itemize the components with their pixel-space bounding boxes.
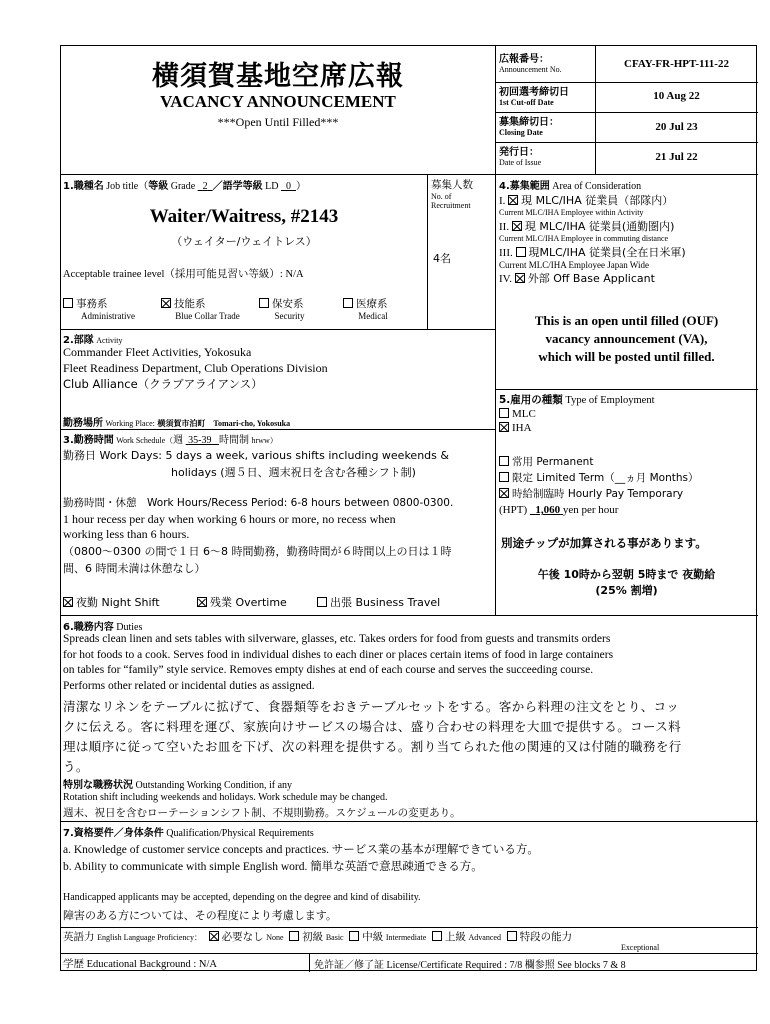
- limited-term: 限定 Limited Term（__ヵ月 Months）: [499, 470, 699, 485]
- education: 学歴 Educational Background : N/A: [63, 959, 217, 970]
- area-item-2-sub: Current MLC/IHA Employee in commuting distance: [499, 234, 669, 243]
- announcement-no-label: 広報番号： Announcement No.: [499, 54, 562, 74]
- open-note: ***Open Until Filled***: [217, 115, 339, 129]
- announcement-form: [60, 45, 757, 971]
- tip-note: 別途チップが加算される事があります。: [501, 536, 707, 550]
- night-shift: 夜勤 Night Shift: [63, 594, 160, 610]
- recruitment-count: 4名: [433, 252, 451, 265]
- checkbox-checked[interactable]: [197, 597, 207, 607]
- work-days-2: holidays (週５日、週末祝日を含む各種シフト制): [171, 466, 416, 479]
- work-days: 勤務日 Work Days: 5 days a week, various shifts including weekends &: [63, 449, 449, 462]
- block4-heading: 4.募集範囲 Area of Consideration: [499, 181, 642, 192]
- overtime: 残業 Overtime: [197, 594, 287, 610]
- area-item-3: III. 現MLC/IHA 従業員(全在日米軍): [499, 246, 686, 259]
- ouf-note: This is an open until filled (OUF) vacancy announcement (VA), which will be posted until filled.: [534, 313, 719, 364]
- checkbox-checked[interactable]: [515, 273, 525, 283]
- checkbox[interactable]: [499, 472, 509, 482]
- checkbox[interactable]: [499, 408, 509, 418]
- area-item-1-sub: Current MLC/IHA Employee within Activity: [499, 208, 644, 217]
- recess-1: 1 hour recess per day when working 6 hours or more, no recess when: [63, 512, 396, 526]
- recess-jp-2: 間、6 時間未満は休憩なし）: [63, 562, 206, 575]
- checkbox-checked[interactable]: [63, 597, 73, 607]
- night-pay: 午後 10時から翌朝 5時まで 夜勤給 (25% 割増): [537, 568, 716, 597]
- handicap-jp: 障害のある方については、その程度により考慮します。: [63, 909, 337, 922]
- area-item-1: I. 現 MLC/IHA 従業員（部隊内）: [499, 194, 674, 207]
- announcement-no: CFAY-FR-HPT-111-22: [624, 58, 729, 70]
- checkbox-checked[interactable]: [508, 195, 518, 205]
- category-row: [63, 296, 423, 326]
- issue-date: 21 Jul 22: [655, 151, 698, 163]
- block5-heading: 5.雇用の種類 Type of Employment: [499, 394, 655, 406]
- condition-jp: 週末、祝日を含むローテーションシフト制、不規則勤務。スケジュールの変更あり。: [63, 807, 461, 819]
- requirement-b: b. Ability to communicate with simple English word. 簡単な英語で意思疎通できる方。: [63, 861, 483, 873]
- license: 免許証／修了証 License/Certificate Required : 7/8 欄参照 See blocks 7 & 8: [314, 960, 626, 971]
- divider: [495, 46, 496, 174]
- hourly-temp: 時給制臨時 Hourly Pay Temporary: [499, 486, 683, 501]
- area-item-4: IV. 外部 Off Base Applicant: [499, 272, 655, 285]
- area-item-3-sub: Current MLC/IHA Employee Japan Wide: [499, 260, 649, 270]
- type-iha: IHA: [499, 422, 532, 434]
- divider: [427, 174, 428, 329]
- work-hours: 勤務時間・休憩 Work Hours/Recess Period: 6-8 hours between 0800-0300.: [63, 497, 454, 509]
- checkbox[interactable]: [289, 931, 299, 941]
- divider: [495, 389, 758, 390]
- cutoff-date: 10 Aug 22: [653, 90, 700, 102]
- trainee-level: Acceptable trainee level（採用可能見習い等級）: N/A: [63, 269, 304, 280]
- checkbox[interactable]: [516, 247, 526, 257]
- requirement-a: a. Knowledge of customer service concepts and practices. サービス業の基本が理解できている方。: [63, 844, 539, 856]
- checkbox[interactable]: [507, 931, 517, 941]
- area-item-2: II. 現 MLC/IHA 従業員(通勤圏内): [499, 220, 675, 233]
- divider: [61, 927, 758, 928]
- closing-date: 20 Jul 23: [655, 121, 698, 133]
- title-en: VACANCY ANNOUNCEMENT: [160, 92, 396, 111]
- closing-label: 募集締切日： Closing Date: [499, 117, 559, 137]
- checkbox-checked[interactable]: [512, 221, 522, 231]
- checkbox[interactable]: [259, 298, 269, 308]
- block6-heading: 6.職務内容 Duties: [63, 622, 143, 633]
- handicap-en: Handicapped applicants may be accepted, depending on the degree and kind of disability.: [63, 892, 421, 903]
- duties-en: Spreads clean linen and sets tables with silverware, glasses, etc. Takes orders for food from guests and transmits orders for hot foods to a cook. Serves food in individual dishes to each diner or places certain items of food in large containers on tables for “family” style service. Removes empty dishes at end of each course and serves the succeeding course. Performs other related or incidental duties as assigned.: [63, 633, 614, 692]
- divider: [309, 953, 310, 972]
- checkbox[interactable]: [63, 298, 73, 308]
- job-title: Waiter/Waitress, #2143: [149, 206, 339, 227]
- checkbox-checked[interactable]: [161, 298, 171, 308]
- business-travel: 出張 Business Travel: [317, 594, 440, 610]
- divider: [61, 821, 758, 822]
- checkbox-checked[interactable]: [209, 931, 219, 941]
- checkbox[interactable]: [343, 298, 353, 308]
- checkbox-checked[interactable]: [499, 488, 509, 498]
- area-list: [499, 192, 757, 286]
- category-blue-collar: 技能系 Blue Collar Trade: [155, 296, 260, 321]
- divider: [495, 174, 496, 615]
- divider: [61, 953, 758, 954]
- divider: [61, 174, 758, 175]
- pay-rate: (HPT) 1,060 yen per hour: [499, 504, 619, 516]
- divider: [61, 429, 495, 430]
- permanent: 常用 Permanent: [499, 454, 593, 469]
- category-medical: 医療系 Medical: [333, 296, 413, 321]
- block3-heading: 3.勤務時間 Work Schedule（週 35-39 時間制 hrww）: [63, 435, 278, 446]
- recruitment-label: 募集人数 No. of Recruitment: [431, 179, 473, 210]
- condition-en: Rotation shift including weekends and holidays. Work schedule may be changed.: [63, 792, 388, 803]
- activity-lines: Commander Fleet Activities, Yokosuka Fleet Readiness Department, Club Operations Division Club Alliance（クラブアライアンス）: [63, 345, 328, 391]
- duties-jp: 清潔なリネンをテーブルに拡げて、食器類等をおきテーブルセットをする。客から料理の注文をとり、コッ クに伝える。客に料理を運び、家族向けサービスの場合は、盛り合わせの料理を大皿で提供する。コース料 理は順序に従って空いたお皿を下げ、次の料理を提供する。割り当てられた他の関連的又は付随的職務を行 う。: [63, 699, 682, 774]
- divider: [61, 615, 758, 616]
- working-place: 勤務場所 Working Place: 横須賀市泊町 Tomari-cho, Yokosuka: [63, 418, 291, 429]
- block2-heading: 2.部隊 Activity: [63, 335, 123, 346]
- exceptional-label: Exceptional: [621, 943, 660, 952]
- checkbox[interactable]: [432, 931, 442, 941]
- divider: [61, 329, 495, 330]
- job-title-jp: （ウェイター/ウェイトレス）: [171, 235, 317, 248]
- english-proficiency: 英語力 English Language Proficiency： 必要なし None 初級 Basic 中級 Intermediate 上級 Advanced 特段の能力: [63, 931, 573, 943]
- recess-jp-1: （0800～0300 の間で１日 6～8 時間勤務，勤務時間が６時間以上の日は１時: [63, 545, 452, 558]
- block1-heading: 1.職種名 Job title（等級 Grade 2 ／語学等級 LD 0 ）: [63, 181, 306, 192]
- recess-2: working less than 6 hours.: [63, 527, 190, 541]
- checkbox[interactable]: [349, 931, 359, 941]
- cutoff-label: 初回選考締切日 1st Cut-off Date: [499, 87, 569, 107]
- category-security: 保安系 Security: [257, 296, 322, 321]
- block7-heading: 7.資格要件／身体条件 Qualification/Physical Requirements: [63, 828, 314, 839]
- issue-label: 発行日： Date of Issue: [499, 147, 542, 167]
- checkbox[interactable]: [499, 456, 509, 466]
- category-administrative: 事務系 Administrative: [63, 296, 153, 321]
- title-jp: 横須賀基地空席広報: [152, 61, 404, 92]
- checkbox[interactable]: [317, 597, 327, 607]
- type-mlc: MLC: [499, 408, 536, 420]
- checkbox-checked[interactable]: [499, 422, 509, 432]
- condition-heading: 特別な職務状況 Outstanding Working Condition, if any: [63, 780, 293, 791]
